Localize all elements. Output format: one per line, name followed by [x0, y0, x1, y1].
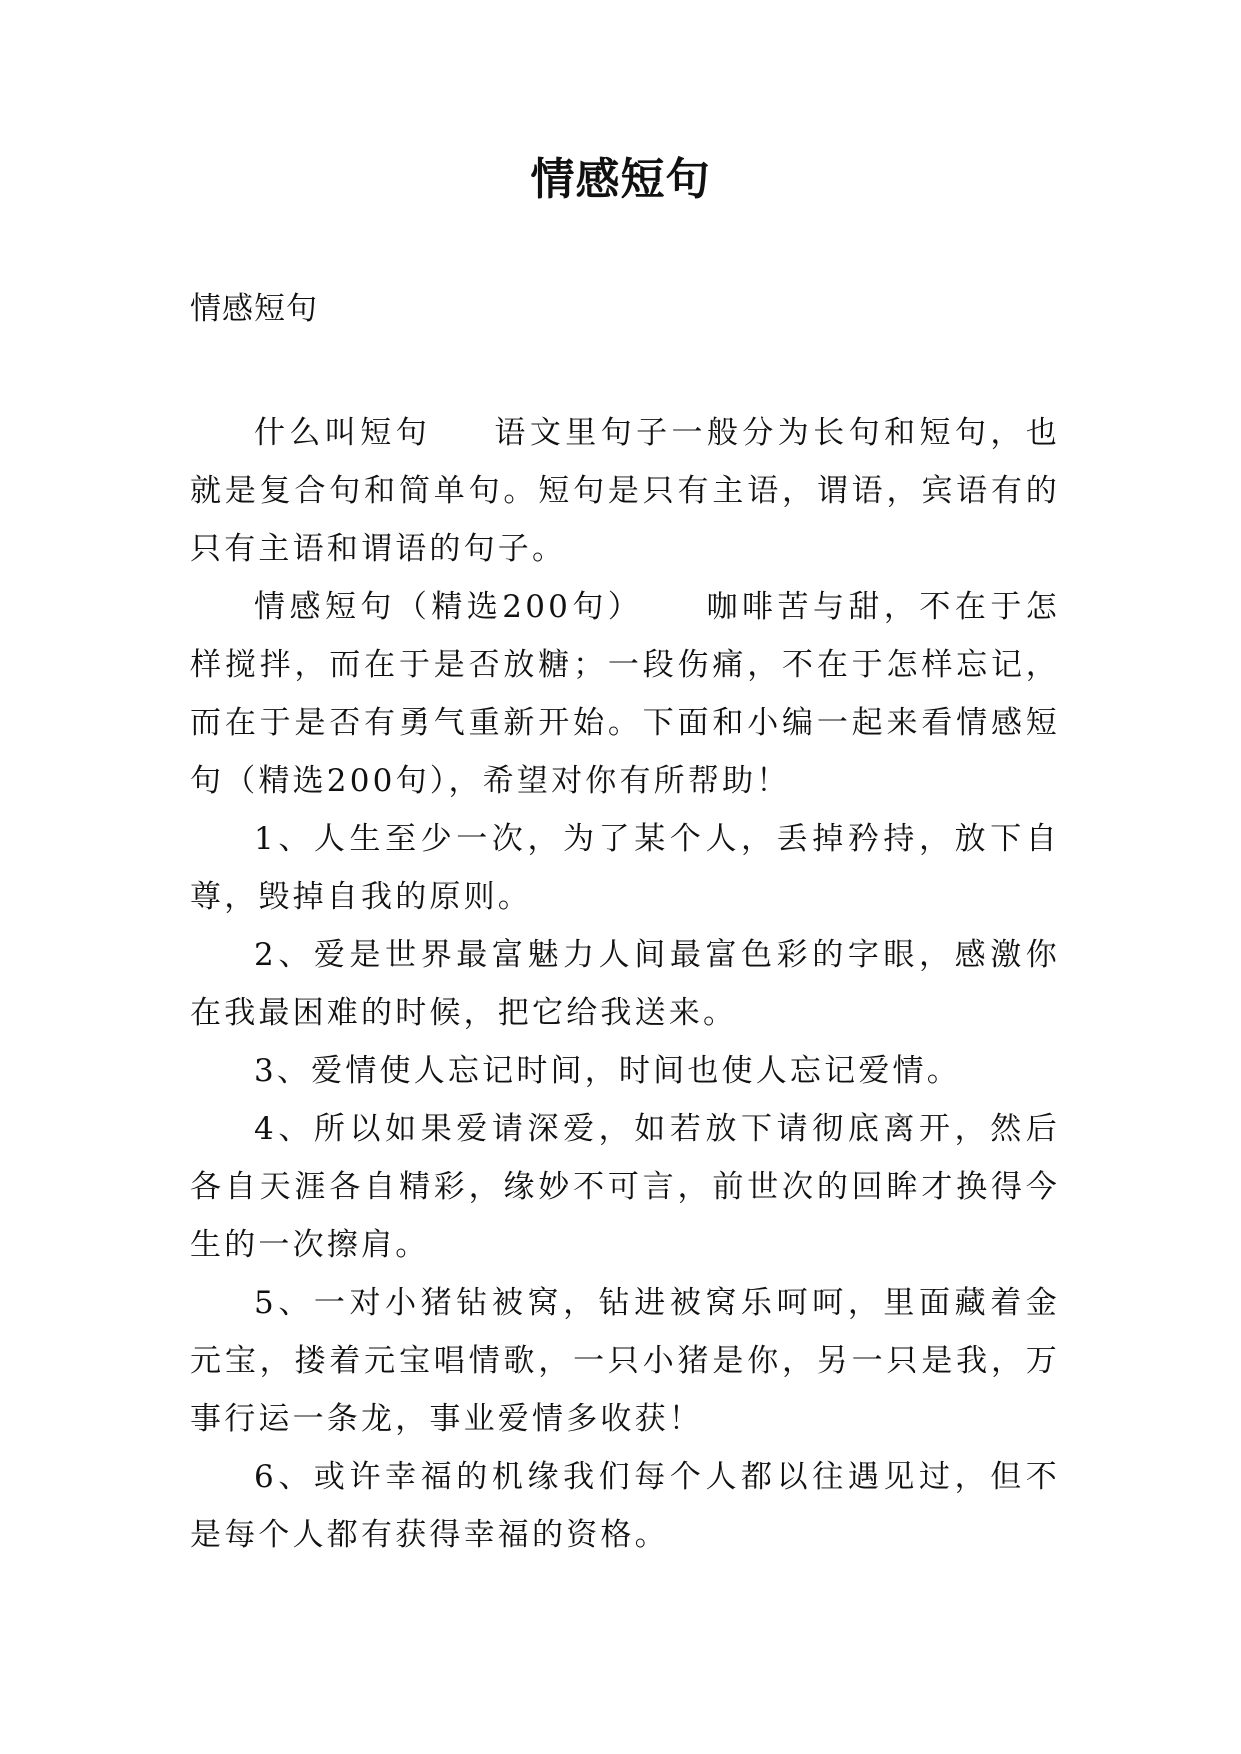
paragraph-item-3: 3、爱情使人忘记时间，时间也使人忘记爱情。 [254, 1053, 961, 1089]
paragraph-text: 语文里句子一般分为长句和短句，也就是复合句和简单句。短句是只有主语，谓语，宾语有的只有主语和谓语的句子。 [190, 415, 1061, 567]
paragraph-preface [190, 578, 1060, 810]
paragraph-lead: 什么叫短句 [254, 415, 432, 451]
paragraph-intro [190, 404, 1060, 578]
document-subtitle: 情感短句 [190, 291, 318, 327]
paragraph-item-2: 2、爱是世界最富魅力人间最富色彩的字眼，感激你在我最困难的时候，把它给我送来。 [190, 937, 1060, 1031]
paragraph-item-1: 1、人生至少一次，为了某个人，丢掉矜持，放下自尊，毁掉自我的原则。 [190, 821, 1060, 915]
paragraph-text: 咖啡苦与甜，不在于怎样搅拌，而在于是否放糖；一段伤痛，不在于怎样忘记，而在于是否有勇气重新开始。下面和小编一起来看情感短句（精选200句），希望对你有所帮助！ [190, 589, 1060, 799]
paragraph-item-4: 4、所以如果爱请深爱，如若放下请彻底离开，然后各自天涯各自精彩，缘妙不可言，前世次的回眸才换得今生的一次擦肩。 [190, 1111, 1060, 1263]
document-title: 情感短句 [530, 154, 711, 205]
paragraph-item-5: 5、一对小猪钻被窝，钻进被窝乐呵呵，里面藏着金元宝，搂着元宝唱情歌，一只小猪是你，另一只是我，万事行运一条龙，事业爱情多收获！ [190, 1285, 1060, 1437]
paragraph-lead: 情感短句（精选200句） [254, 589, 644, 625]
paragraph-item-6: 6、或许幸福的机缘我们每个人都以往遇见过，但不是每个人都有获得幸福的资格。 [190, 1459, 1060, 1553]
document-body [190, 404, 1060, 1564]
